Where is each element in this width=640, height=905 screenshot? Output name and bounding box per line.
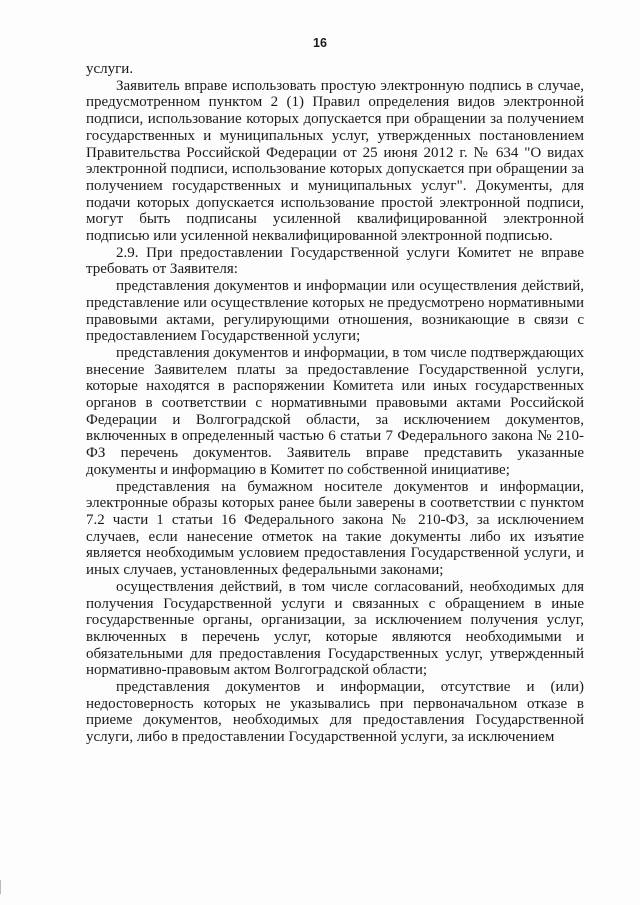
paragraph: Заявитель вправе использовать простую электронную подпись в случае, предусмотренном пунктом 2 (1) Правил определения видов электронной подписи, использование которых допускается при обращении за получением государственных и муниципальных услуг, утвержденных постановлением Правительства Российской Федерации от 25 июня 2012 г. № 634 "О видах электронной подписи, использование которых допускается при обращении за получением государственных и муниципальных услуг". Документы, для подачи которых допускается использование простой электронной подписи, могут быть подписаны усиленной квалифицированной электронной подписью или усиленной неквалифицированной электронной подписью. [86,77,584,245]
document-body [86,61,584,746]
paragraph: представления на бумажном носителе документов и информации, электронные образы которых ранее были заверены в соответствии с пунктом 7.2 части 1 статьи 16 Федерального закона № 210-ФЗ, за исключением случаев, если нанесение отметок на такие документы либо их изъятие является необходимым условием предоставления Государственной услуги, и иных случаев, установленных федеральными законами; [86,478,584,579]
paragraph: представления документов и информации, в том числе подтверждающих внесение Заявителем платы за предоставление Государственной услуги, которые находятся в распоряжении Комитета или иных государственных органов в соответствии с нормативными правовыми актами Российской Федерации и Волгоградской области, за исключением документов, включенных в определенный частью 6 статьи 7 Федерального закона № 210-ФЗ перечень документов. Заявитель вправе представить указанные документы и информацию в Комитет по собственной инициативе; [86,344,584,478]
paragraph: представления документов и информации или осуществления действий, представление или осуществление которых не предусмотрено нормативными правовыми актами, регулирующими отношения, возникающие в связи с предоставлением Государственной услуги; [86,278,584,345]
paragraph: осуществления действий, в том числе согласований, необходимых для получения Государственной услуги и связанных с обращением в иные государственные органы, организации, за исключением получения услуг, включенных в перечень услуг, которые являются необходимыми и обязательными для предоставления Государственных услуг, утвержденный нормативно-правовым актом Волгоградской области; [86,578,584,679]
scan-edge-mark [0,880,5,894]
paragraph: 2.9. При предоставлении Государственной услуги Комитет не вправе требовать от Заявителя: [86,244,584,278]
page-number: 16 [313,36,327,50]
paragraph: представления документов и информации, отсутствие и (или) недостоверность которых не указывались при первоначальном отказе в приеме документов, необходимых для предоставления Государственной услуги, либо в предоставлении Государственной услуги, за исключением [86,679,584,746]
paragraph: услуги. [86,61,134,77]
